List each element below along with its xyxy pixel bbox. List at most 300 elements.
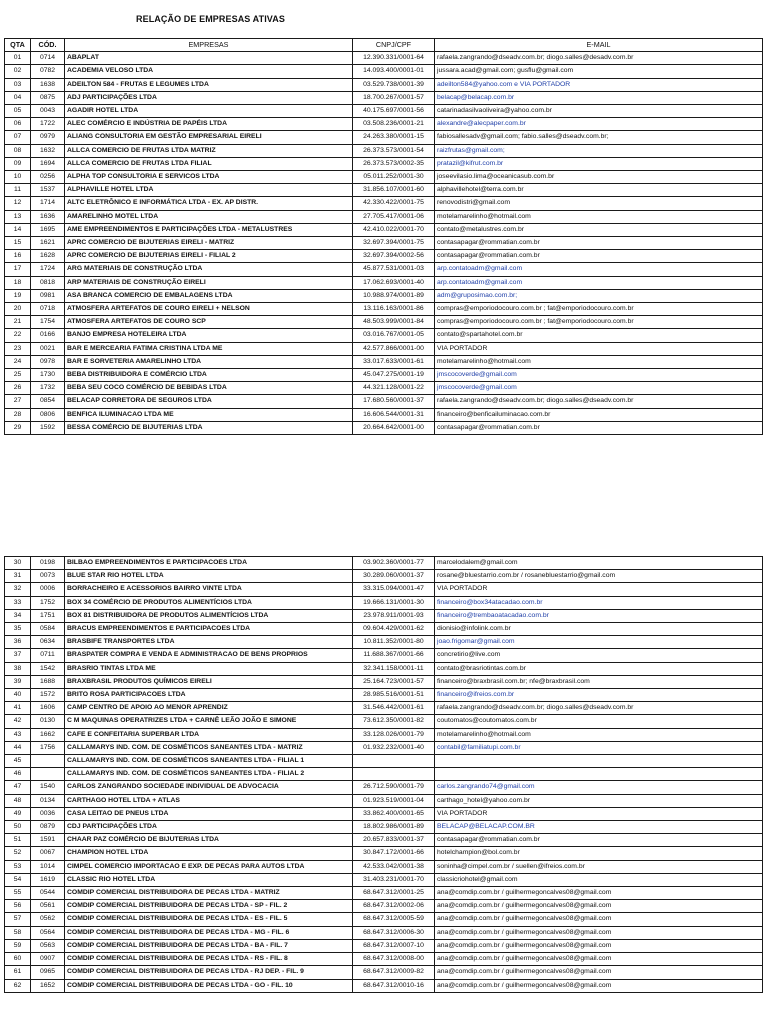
- row-company-name: BORRACHEIRO E ACESSORIOS BAIRRO VINTE LTDA: [65, 583, 353, 596]
- row-company-name: COMDIP COMERCIAL DISTRIBUIDORA DE PECAS LTDA - MG - FIL. 6: [65, 926, 353, 939]
- row-company-name: ADEILTON 584 - FRUTAS E LEGUMES LTDA: [65, 78, 353, 91]
- row-email[interactable]: jmscocoverde@gmail.com: [435, 382, 763, 395]
- row-company-name: BENFICA ILUMINACAO LTDA ME: [65, 408, 353, 421]
- table-row: [5, 860, 763, 873]
- table-body-2: [5, 557, 763, 993]
- row-cnpj: 33.862.400/0001-65: [353, 807, 435, 820]
- table-row: [5, 78, 763, 91]
- row-cnpj: 28.985.516/0001-51: [353, 689, 435, 702]
- table-row: [5, 649, 763, 662]
- row-code: 0981: [31, 289, 65, 302]
- row-email[interactable]: contabil@familiatupi.com.br: [435, 741, 763, 754]
- table-row: [5, 316, 763, 329]
- header-cod: CÓD.: [31, 39, 65, 52]
- row-code: 0036: [31, 807, 65, 820]
- table-row: [5, 873, 763, 886]
- table-row: [5, 821, 763, 834]
- table-row: [5, 52, 763, 65]
- row-email: [435, 768, 763, 781]
- table-row: [5, 847, 763, 860]
- row-cnpj: 10.988.974/0001-89: [353, 289, 435, 302]
- row-cnpj: 68.647.312/0008-00: [353, 953, 435, 966]
- row-qta: 56: [5, 900, 31, 913]
- row-company-name: BLUE STAR RIO HOTEL LTDA: [65, 570, 353, 583]
- row-company-name: ABAPLAT: [65, 52, 353, 65]
- row-cnpj: 73.612.350/0001-82: [353, 715, 435, 728]
- row-cnpj: [353, 755, 435, 768]
- row-company-name: BAR E SORVETERIA AMARELINHO LTDA: [65, 355, 353, 368]
- row-email: alphavillehotel@terra.com.br: [435, 184, 763, 197]
- row-cnpj: 33.315.094/0001-47: [353, 583, 435, 596]
- row-email: contato@brasriotintas.com.br: [435, 662, 763, 675]
- row-company-name: ALPHAVILLE HOTEL LTDA: [65, 184, 353, 197]
- row-code: 1756: [31, 741, 65, 754]
- row-qta: 25: [5, 369, 31, 382]
- row-company-name: CIMPEL COMERCIO IMPORTACAO E EXP. DE PECAS PARA AUTOS LTDA: [65, 860, 353, 873]
- row-qta: 07: [5, 131, 31, 144]
- table-row: [5, 702, 763, 715]
- row-cnpj: 18.802.986/0001-89: [353, 821, 435, 834]
- row-cnpj: 68.647.312/0007-10: [353, 939, 435, 952]
- table-header-row: [5, 39, 763, 52]
- row-email: ana@comdip.com.br / guilhermegoncalves08@gmail.com: [435, 900, 763, 913]
- row-code: [31, 755, 65, 768]
- table-row: [5, 223, 763, 236]
- row-qta: 62: [5, 979, 31, 992]
- table-row: [5, 715, 763, 728]
- row-email: rosane@bluestarrio.com.br / rosanebluestarrio@gmail.com: [435, 570, 763, 583]
- row-email[interactable]: arp.contatoadm@gmail.com: [435, 276, 763, 289]
- companies-table-1: [4, 38, 763, 435]
- table-row: [5, 755, 763, 768]
- row-email: catarinadasilvaoliveira@yahoo.com.br: [435, 105, 763, 118]
- document-title: RELAÇÃO DE EMPRESAS ATIVAS: [136, 14, 285, 24]
- row-email: fabiosallesadv@gmail.com; fabio.salles@dseadv.com.br;: [435, 131, 763, 144]
- row-qta: 45: [5, 755, 31, 768]
- row-email[interactable]: adeilton584@yahoo.com e VIA PORTADOR: [435, 78, 763, 91]
- row-qta: 04: [5, 91, 31, 104]
- row-code: 1638: [31, 78, 65, 91]
- row-cnpj: 45.047.275/0001-19: [353, 369, 435, 382]
- row-cnpj: 27.705.417/0001-06: [353, 210, 435, 223]
- row-code: 0875: [31, 91, 65, 104]
- row-company-name: BRAXBRASIL PRODUTOS QUÍMICOS EIRELI: [65, 675, 353, 688]
- row-email[interactable]: BELACAP@BELACAP.COM.BR: [435, 821, 763, 834]
- table-row: [5, 276, 763, 289]
- row-qta: 29: [5, 421, 31, 434]
- row-email[interactable]: financeiro@trembaoatacadao.com.br: [435, 609, 763, 622]
- row-cnpj: 33.128.026/0001-79: [353, 728, 435, 741]
- table-row: [5, 794, 763, 807]
- row-qta: 53: [5, 860, 31, 873]
- row-company-name: ASA BRANCA COMERCIO DE EMBALAGENS LTDA: [65, 289, 353, 302]
- row-company-name: BESSA COMÉRCIO DE BIJUTERIAS LTDA: [65, 421, 353, 434]
- row-company-name: ALEC COMÉRCIO E INDÚSTRIA DE PAPÉIS LTDA: [65, 118, 353, 131]
- row-qta: 20: [5, 303, 31, 316]
- row-qta: 22: [5, 329, 31, 342]
- row-cnpj: 68.647.312/0010-16: [353, 979, 435, 992]
- row-cnpj: 32.697.394/0002-56: [353, 250, 435, 263]
- row-code: 0806: [31, 408, 65, 421]
- table-row: [5, 557, 763, 570]
- row-code: 1619: [31, 873, 65, 886]
- row-company-name: BOX 34 COMÉRCIO DE PRODUTOS ALIMENTÍCIOS LTDA: [65, 596, 353, 609]
- row-company-name: CARTHAGO HOTEL LTDA + ATLAS: [65, 794, 353, 807]
- row-company-name: COMDIP COMERCIAL DISTRIBUIDORA DE PECAS LTDA - MATRIZ: [65, 887, 353, 900]
- row-code: 0854: [31, 395, 65, 408]
- table-row: [5, 303, 763, 316]
- table-row: [5, 926, 763, 939]
- row-company-name: AME EMPREENDIMENTOS E PARTICIPAÇÕES LTDA - METALUSTRES: [65, 223, 353, 236]
- row-company-name: BILBAO EMPREENDIMENTOS E PARTICIPACOES LTDA: [65, 557, 353, 570]
- row-email: ana@comdip.com.br / guilhermegoncalves08@gmail.com: [435, 979, 763, 992]
- row-cnpj: 16.606.544/0001-31: [353, 408, 435, 421]
- row-code: 1632: [31, 144, 65, 157]
- row-cnpj: 68.647.312/0009-82: [353, 966, 435, 979]
- row-email[interactable]: arp.contatoadm@gmail.com: [435, 263, 763, 276]
- row-code: 1714: [31, 197, 65, 210]
- row-email: [435, 755, 763, 768]
- row-qta: 11: [5, 184, 31, 197]
- table-row: [5, 65, 763, 78]
- table-row: [5, 609, 763, 622]
- table-row: [5, 834, 763, 847]
- row-email: VIA PORTADOR: [435, 342, 763, 355]
- row-email: soninha@cimpel.com.br / suellen@ifreios.com.br: [435, 860, 763, 873]
- table-row: [5, 636, 763, 649]
- table-row: [5, 144, 763, 157]
- row-company-name: C M MAQUINAS OPERATRIZES LTDA + CARNÊ LEÃO JOÃO E SIMONE: [65, 715, 353, 728]
- table-row: [5, 369, 763, 382]
- row-qta: 47: [5, 781, 31, 794]
- row-cnpj: 14.093.400/0001-01: [353, 65, 435, 78]
- row-qta: 38: [5, 662, 31, 675]
- row-cnpj: 23.978.911/0001-93: [353, 609, 435, 622]
- table-row: [5, 250, 763, 263]
- row-cnpj: 17.062.693/0001-40: [353, 276, 435, 289]
- row-cnpj: 12.390.331/0001-64: [353, 52, 435, 65]
- row-cnpj: 32.341.158/0001-11: [353, 662, 435, 675]
- row-company-name: CALLAMARYS IND. COM. DE COSMÉTICOS SANEANTES LTDA - FILIAL 2: [65, 768, 353, 781]
- row-code: 1722: [31, 118, 65, 131]
- row-company-name: CALLAMARYS IND. COM. DE COSMÉTICOS SANEANTES LTDA - MATRIZ: [65, 741, 353, 754]
- row-code: 1688: [31, 675, 65, 688]
- row-cnpj: 03.508.236/0001-21: [353, 118, 435, 131]
- row-cnpj: 68.647.312/0002-06: [353, 900, 435, 913]
- table-row: [5, 728, 763, 741]
- row-code: [31, 768, 65, 781]
- row-cnpj: 42.533.042/0001-38: [353, 860, 435, 873]
- row-company-name: CARLOS ZANGRANDO SOCIEDADE INDIVIDUAL DE ADVOCACIA: [65, 781, 353, 794]
- row-cnpj: 32.697.394/0001-75: [353, 237, 435, 250]
- table-row: [5, 570, 763, 583]
- row-email: hotelchampion@bol.com.br: [435, 847, 763, 860]
- row-qta: 33: [5, 596, 31, 609]
- row-code: 0561: [31, 900, 65, 913]
- row-qta: 51: [5, 834, 31, 847]
- row-code: 0634: [31, 636, 65, 649]
- row-email: ana@comdip.com.br / guilhermegoncalves08@gmail.com: [435, 953, 763, 966]
- row-email: compras@emporiodocouro.com.br ; fat@emporiodocouro.com.br: [435, 316, 763, 329]
- row-cnpj: 42.330.422/0001-75: [353, 197, 435, 210]
- row-qta: 40: [5, 689, 31, 702]
- row-email[interactable]: alexandre@alecpaper.com.br: [435, 118, 763, 131]
- row-qta: 06: [5, 118, 31, 131]
- row-qta: 01: [5, 52, 31, 65]
- row-code: 0714: [31, 52, 65, 65]
- row-cnpj: 42.410.022/0001-70: [353, 223, 435, 236]
- row-cnpj: 20.657.833/0001-37: [353, 834, 435, 847]
- row-cnpj: [353, 768, 435, 781]
- table-row: [5, 741, 763, 754]
- row-qta: 43: [5, 728, 31, 741]
- table-row: [5, 913, 763, 926]
- row-company-name: CDJ PARTICIPAÇÕES LTDA: [65, 821, 353, 834]
- row-email: motelamarelinho@hotmail.com: [435, 355, 763, 368]
- table-row: [5, 662, 763, 675]
- table-row: [5, 583, 763, 596]
- row-company-name: ARP MATERIAIS DE CONSTRUÇÃO EIRELI: [65, 276, 353, 289]
- row-qta: 55: [5, 887, 31, 900]
- row-email[interactable]: financeiro@ifreios.com.br: [435, 689, 763, 702]
- row-company-name: CHAMPION HOTEL LTDA: [65, 847, 353, 860]
- row-email[interactable]: jmscocoverde@gmail.com: [435, 369, 763, 382]
- row-cnpj: 33.017.633/0001-61: [353, 355, 435, 368]
- row-code: 1751: [31, 609, 65, 622]
- row-cnpj: 45.877.531/0001-03: [353, 263, 435, 276]
- table-row: [5, 966, 763, 979]
- row-code: 1572: [31, 689, 65, 702]
- row-qta: 13: [5, 210, 31, 223]
- row-cnpj: 24.263.380/0001-15: [353, 131, 435, 144]
- row-company-name: ATMOSFERA ARTEFATOS DE COURO EIRELI + NELSON: [65, 303, 353, 316]
- row-email: concretirio@live.com: [435, 649, 763, 662]
- row-cnpj: 68.647.312/0005-59: [353, 913, 435, 926]
- row-code: 0544: [31, 887, 65, 900]
- row-company-name: BRITO ROSA PARTICIPACOES LTDA: [65, 689, 353, 702]
- row-cnpj: 26.373.573/0002-35: [353, 157, 435, 170]
- row-qta: 54: [5, 873, 31, 886]
- row-qta: 46: [5, 768, 31, 781]
- row-cnpj: 25.164.723/0001-57: [353, 675, 435, 688]
- row-code: 0043: [31, 105, 65, 118]
- row-cnpj: 09.604.429/0001-62: [353, 623, 435, 636]
- table-row: [5, 421, 763, 434]
- row-cnpj: 31.546.442/0001-61: [353, 702, 435, 715]
- row-qta: 12: [5, 197, 31, 210]
- row-code: 0978: [31, 355, 65, 368]
- row-email: dionisio@infolink.com.br: [435, 623, 763, 636]
- row-company-name: ACADEMIA VELOSO LTDA: [65, 65, 353, 78]
- row-qta: 08: [5, 144, 31, 157]
- row-email: motelamarelinho@hotmail.com: [435, 728, 763, 741]
- row-company-name: BANJO EMPRESA HOTELEIRA LTDA: [65, 329, 353, 342]
- row-code: 1662: [31, 728, 65, 741]
- row-email: VIA PORTADOR: [435, 807, 763, 820]
- table-row: [5, 408, 763, 421]
- table-row: [5, 939, 763, 952]
- row-cnpj: 48.503.999/0001-84: [353, 316, 435, 329]
- row-email: VIA PORTADOR: [435, 583, 763, 596]
- row-code: 0965: [31, 966, 65, 979]
- row-code: 1636: [31, 210, 65, 223]
- row-cnpj: 01.923.519/0001-04: [353, 794, 435, 807]
- row-code: 0067: [31, 847, 65, 860]
- row-cnpj: 31.403.231/0001-70: [353, 873, 435, 886]
- row-cnpj: 03.529.738/0001-39: [353, 78, 435, 91]
- table-row: [5, 953, 763, 966]
- row-cnpj: 03.902.360/0001-77: [353, 557, 435, 570]
- table-row: [5, 342, 763, 355]
- row-company-name: ALTC ELETRÔNICO E INFORMÁTICA LTDA - EX. AP DISTR.: [65, 197, 353, 210]
- row-code: 1014: [31, 860, 65, 873]
- row-qta: 30: [5, 557, 31, 570]
- row-email: financeiro@braxbrasil.com.br; nfe@braxbrasil.com: [435, 675, 763, 688]
- row-company-name: ALLCA COMERCIO DE FRUTAS LTDA FILIAL: [65, 157, 353, 170]
- row-qta: 18: [5, 276, 31, 289]
- row-email[interactable]: joao.frigomar@gmail.com: [435, 636, 763, 649]
- row-email[interactable]: raizfrutas@gmail.com;: [435, 144, 763, 157]
- row-code: 1732: [31, 382, 65, 395]
- row-code: 0818: [31, 276, 65, 289]
- row-email: financeiro@benficailuminacao.com.br: [435, 408, 763, 421]
- row-company-name: CLASSIC RIO HOTEL LTDA: [65, 873, 353, 886]
- row-email: contato@metalustres.com.br: [435, 223, 763, 236]
- row-code: 1592: [31, 421, 65, 434]
- table-row: [5, 781, 763, 794]
- row-qta: 28: [5, 408, 31, 421]
- row-qta: 27: [5, 395, 31, 408]
- row-company-name: CAFE E CONFEITARIA SUPERBAR LTDA: [65, 728, 353, 741]
- row-cnpj: 68.647.312/0006-30: [353, 926, 435, 939]
- row-email: ana@comdip.com.br / guilhermegoncalves08@gmail.com: [435, 939, 763, 952]
- table-row: [5, 329, 763, 342]
- row-code: 0718: [31, 303, 65, 316]
- row-email: ana@comdip.com.br / guilhermegoncalves08@gmail.com: [435, 887, 763, 900]
- row-email: rafaela.zangrando@dseadv.com.br; diogo.salles@dseadv.com.br: [435, 702, 763, 715]
- row-company-name: ATMOSFERA ARTEFATOS DE COURO SCP: [65, 316, 353, 329]
- header-qta: QTA: [5, 39, 31, 52]
- row-email: coutomatos@coutomatos.com.br: [435, 715, 763, 728]
- row-company-name: COMDIP COMERCIAL DISTRIBUIDORA DE PECAS LTDA - RJ DEP. - FIL. 9: [65, 966, 353, 979]
- row-code: 1695: [31, 223, 65, 236]
- row-company-name: BRASBIFE TRANSPORTES LTDA: [65, 636, 353, 649]
- table-row: [5, 675, 763, 688]
- header-email: E-MAIL: [435, 39, 763, 52]
- row-code: 1537: [31, 184, 65, 197]
- row-email[interactable]: belacap@belacap.com.br: [435, 91, 763, 104]
- row-company-name: AMARELINHO MOTEL LTDA: [65, 210, 353, 223]
- row-email: ana@comdip.com.br / guilhermegoncalves08@gmail.com: [435, 913, 763, 926]
- row-code: 1540: [31, 781, 65, 794]
- header-cnpj: CNPJ/CPF: [353, 39, 435, 52]
- row-qta: 57: [5, 913, 31, 926]
- row-code: 0256: [31, 171, 65, 184]
- row-email[interactable]: financeiro@box34atacadao.com.br: [435, 596, 763, 609]
- row-company-name: AGADIR HOTEL LTDA: [65, 105, 353, 118]
- table-row: [5, 768, 763, 781]
- row-code: 0073: [31, 570, 65, 583]
- row-qta: 05: [5, 105, 31, 118]
- row-code: 0134: [31, 794, 65, 807]
- row-qta: 19: [5, 289, 31, 302]
- row-cnpj: 30.289.060/0001-37: [353, 570, 435, 583]
- row-email: rafaela.zangrando@dseadv.com.br; diogo.salles@dseadv.com.br: [435, 395, 763, 408]
- row-email: jussara.acad@gmail.com; gusflu@gmail.com: [435, 65, 763, 78]
- row-code: 1730: [31, 369, 65, 382]
- row-qta: 36: [5, 636, 31, 649]
- row-email: rafaela.zangrando@dseadv.com.br; diogo.salles@desadv.com.br: [435, 52, 763, 65]
- row-code: 0021: [31, 342, 65, 355]
- row-company-name: BEBA DISTRIBUIDORA E COMÉRCIO LTDA: [65, 369, 353, 382]
- table-row: [5, 131, 763, 144]
- row-email: contasapagar@rommatian.com.br: [435, 237, 763, 250]
- row-qta: 41: [5, 702, 31, 715]
- row-email: compras@emporiodocouro.com.br ; fat@emporiodocouro.com.br: [435, 303, 763, 316]
- row-qta: 52: [5, 847, 31, 860]
- row-company-name: BOX 81 DISTRIBUIDORA DE PRODUTOS ALIMENTÍCIOS LTDA: [65, 609, 353, 622]
- row-email: carthago_hotel@yahoo.com.br: [435, 794, 763, 807]
- row-cnpj: 31.856.107/0001-60: [353, 184, 435, 197]
- row-code: 1628: [31, 250, 65, 263]
- companies-table-2: [4, 556, 763, 993]
- table-row: [5, 197, 763, 210]
- row-code: 1542: [31, 662, 65, 675]
- table-row: [5, 210, 763, 223]
- table-row: [5, 171, 763, 184]
- row-cnpj: 01.932.232/0001-40: [353, 741, 435, 754]
- table-row: [5, 91, 763, 104]
- row-code: 0562: [31, 913, 65, 926]
- row-qta: 10: [5, 171, 31, 184]
- row-qta: 34: [5, 609, 31, 622]
- row-email[interactable]: carlos.zangrando74@gmail.com: [435, 781, 763, 794]
- row-qta: 32: [5, 583, 31, 596]
- table-row: [5, 289, 763, 302]
- row-email[interactable]: adm@gruposimao.com.br;: [435, 289, 763, 302]
- row-cnpj: 10.811.352/0001-80: [353, 636, 435, 649]
- row-qta: 59: [5, 939, 31, 952]
- row-qta: 48: [5, 794, 31, 807]
- row-email: motelamarelinho@hotmail.com: [435, 210, 763, 223]
- row-qta: 09: [5, 157, 31, 170]
- table-row: [5, 382, 763, 395]
- row-qta: 24: [5, 355, 31, 368]
- row-company-name: ALIANG CONSULTORIA EM GESTÃO EMPRESARIAL EIRELI: [65, 131, 353, 144]
- row-company-name: COMDIP COMERCIAL DISTRIBUIDORA DE PECAS LTDA - ES - FIL. 5: [65, 913, 353, 926]
- row-company-name: ALPHA TOP CONSULTORIA E SERVICOS LTDA: [65, 171, 353, 184]
- row-cnpj: 18.700.267/0001-57: [353, 91, 435, 104]
- row-qta: 50: [5, 821, 31, 834]
- row-company-name: APRC COMERCIO DE BIJUTERIAS EIRELI - FILIAL 2: [65, 250, 353, 263]
- table-row: [5, 623, 763, 636]
- row-company-name: ARG MATERIAIS DE CONSTRUÇÃO LTDA: [65, 263, 353, 276]
- row-code: 1591: [31, 834, 65, 847]
- row-email[interactable]: pratazil@kifrut.com.br: [435, 157, 763, 170]
- row-cnpj: 03.016.767/0001-05: [353, 329, 435, 342]
- table-body-1: [5, 52, 763, 435]
- row-cnpj: 40.175.697/0001-56: [353, 105, 435, 118]
- row-company-name: APRC COMERCIO DE BIJUTERIAS EIRELI - MATRIZ: [65, 237, 353, 250]
- row-cnpj: 26.373.573/0001-54: [353, 144, 435, 157]
- row-code: 1694: [31, 157, 65, 170]
- row-company-name: COMDIP COMERCIAL DISTRIBUIDORA DE PECAS LTDA - GO - FIL. 10: [65, 979, 353, 992]
- row-qta: 21: [5, 316, 31, 329]
- row-company-name: BRACUS EMPREENDIMENTOS E PARTICIPACOES LTDA: [65, 623, 353, 636]
- row-company-name: BRASPATER COMPRA E VENDA E ADMINISTRACAO DE BENS PROPRIOS: [65, 649, 353, 662]
- row-cnpj: 26.712.590/0001-79: [353, 781, 435, 794]
- row-company-name: ADJ PARTICIPAÇÕES LTDA: [65, 91, 353, 104]
